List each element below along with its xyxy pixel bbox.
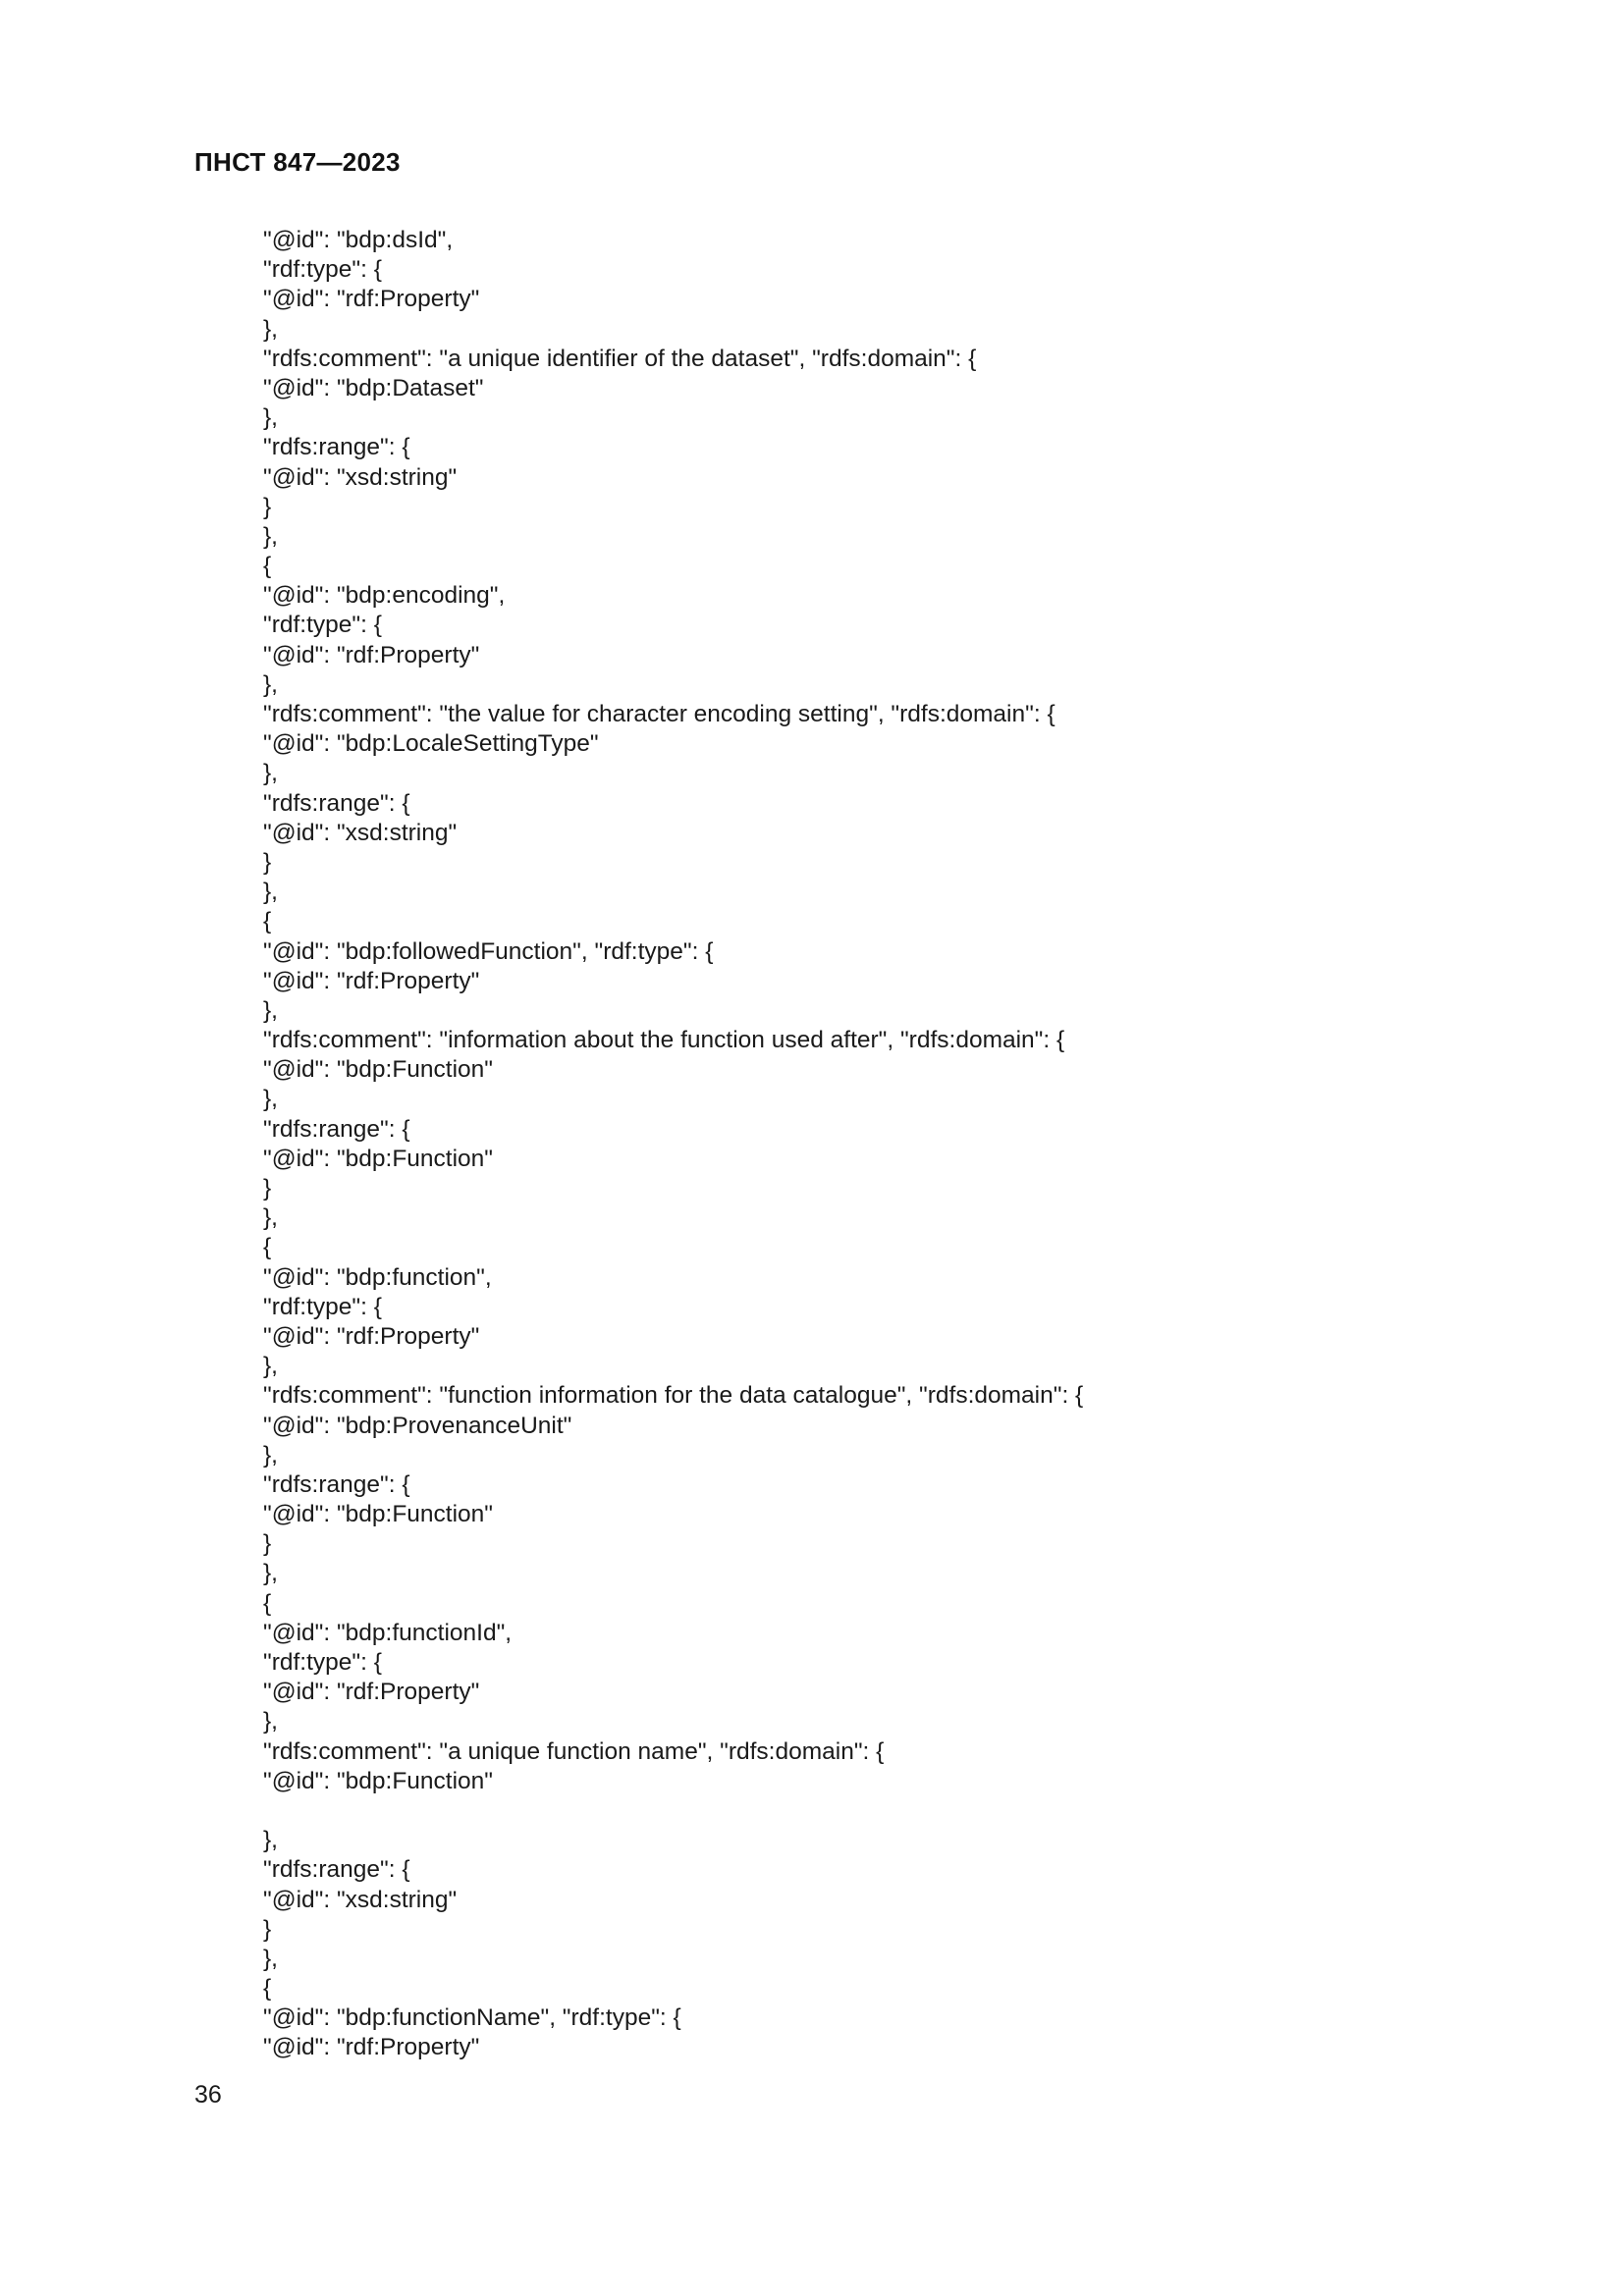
code-line: "rdfs:comment": "function information for the data catalogue", "rdfs:domain": { [263,1382,1084,1410]
code-line: } [263,1530,272,1558]
code-line [263,1796,1441,1826]
code-line: } [263,1175,272,1201]
code-line: }, [263,1441,278,1468]
code-line: { [263,1234,272,1261]
code-line: "rdfs:range": { [263,789,410,817]
code-line: "@id": "bdp:functionName", "rdf:type": { [263,2004,681,2032]
code-line: "@id": "xsd:string" [263,1886,458,1913]
code-line: "@id": "bdp:LocaleSettingType" [263,730,599,758]
code-line: "@id": "rdf:Property" [263,286,480,313]
code-line: { [263,1975,272,2002]
code-line: }, [263,760,278,787]
code-line: }, [263,1708,278,1735]
code-line: }, [263,1560,278,1587]
code-line: "@id": "bdp:Function" [263,1145,493,1172]
code-line: } [263,493,272,520]
code-line: "rdfs:range": { [263,434,410,461]
code-line: "rdfs:comment": "a unique identifier of the dataset", "rdfs:domain": { [263,345,977,372]
code-line: }, [263,1086,278,1113]
code-line: }, [263,879,278,906]
code-line: "@id": "rdf:Property" [263,2034,480,2061]
code-line: } [263,1915,272,1943]
code-line: "@id": "xsd:string" [263,463,458,491]
code-line: "rdf:type": { [263,1293,382,1320]
code-line: "@id": "rdf:Property" [263,967,480,994]
code-line: "@id": "rdf:Property" [263,641,480,668]
code-line: }, [263,1204,278,1232]
code-line: "@id": "bdp:Function" [263,1501,493,1528]
code-line: "@id": "bdp:ProvenanceUnit" [263,1412,572,1439]
code-line: } [263,848,272,876]
code-line: "rdf:type": { [263,256,382,284]
code-line: "rdfs:comment": "a unique function name", "rdfs:domain": { [263,1737,885,1765]
code-line: "@id": "bdp:Dataset" [263,374,484,401]
code-line: "rdfs:range": { [263,1470,410,1498]
code-line: }, [263,404,278,432]
code-line: "@id": "rdf:Property" [263,1679,480,1706]
code-line: }, [263,315,278,343]
page-number: 36 [194,2081,222,2109]
code-line: "@id": "rdf:Property" [263,1322,480,1350]
document-header-title: ПНСТ 847—2023 [194,147,401,177]
code-line: }, [263,670,278,698]
code-line: "rdfs:range": { [263,1115,410,1143]
code-line: "@id": "bdp:Function" [263,1056,493,1084]
code-line: }, [263,1827,278,1854]
code-line: }, [263,1353,278,1380]
code-line: "rdf:type": { [263,612,382,639]
json-ld-code-listing [263,226,1441,2063]
code-line: "@id": "bdp:dsId", [263,227,454,253]
code-line: "rdfs:comment": "information about the function used after", "rdfs:domain": { [263,1027,1065,1054]
code-line: "@id": "bdp:Function" [263,1767,493,1794]
code-line: "@id": "bdp:functionId", [263,1619,513,1646]
code-line: "rdf:type": { [263,1649,382,1676]
code-line: "@id": "bdp:function", [263,1263,492,1291]
code-line: { [263,1589,272,1617]
code-line: "@id": "bdp:encoding", [263,582,506,610]
code-line: }, [263,1945,278,1972]
code-line: "rdfs:comment": "the value for character encoding setting", "rdfs:domain": { [263,701,1056,727]
code-line: { [263,908,272,935]
code-line: }, [263,996,278,1024]
code-line: "@id": "bdp:followedFunction", "rdf:type": { [263,937,714,965]
code-line: "rdfs:range": { [263,1856,410,1884]
code-line: { [263,553,272,580]
code-line: "@id": "xsd:string" [263,819,458,846]
code-line: }, [263,522,278,550]
